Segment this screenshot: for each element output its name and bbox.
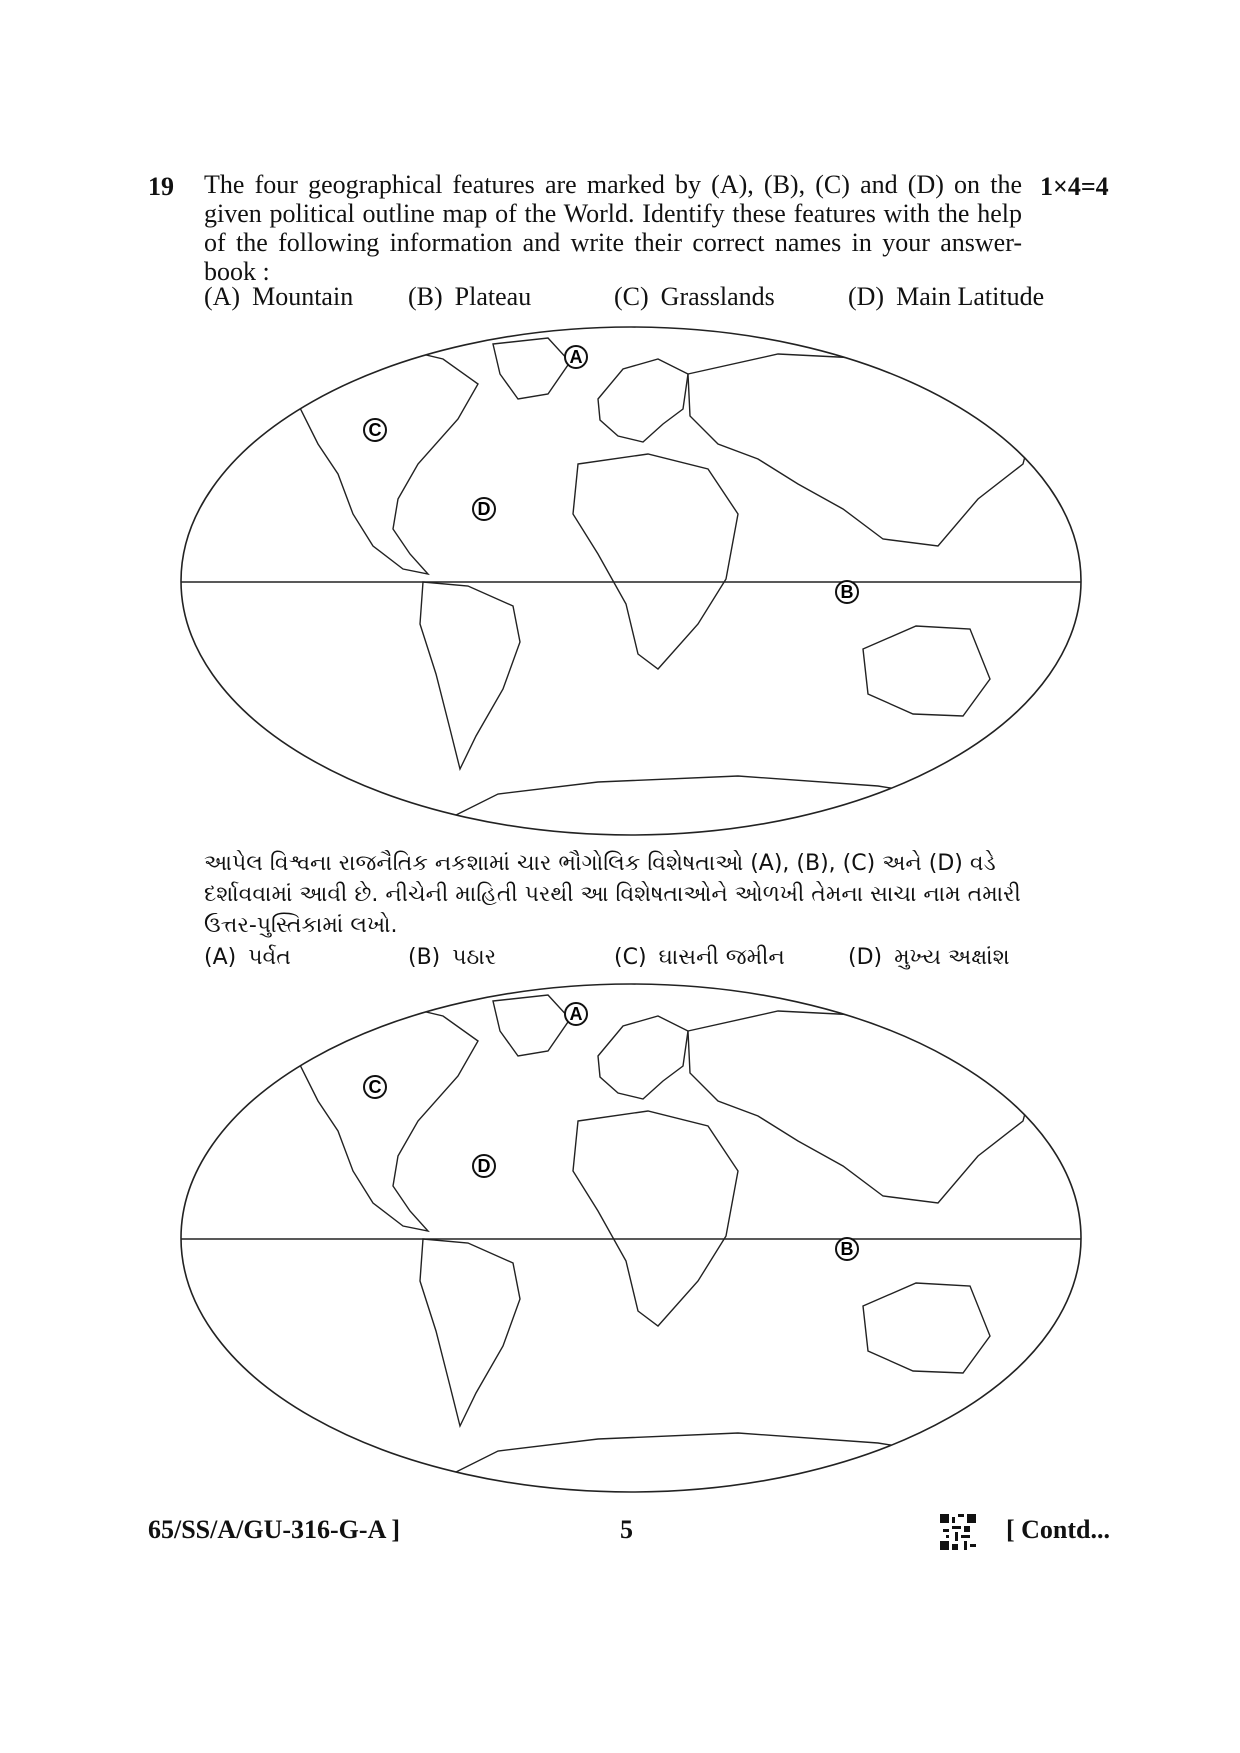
- marker-c: C: [368, 1077, 382, 1097]
- antarctica: [428, 1433, 1038, 1486]
- marker-b: B: [840, 582, 854, 602]
- antarctica: [428, 776, 1038, 829]
- marker-a: A: [569, 347, 583, 367]
- greenland: [493, 995, 570, 1056]
- south-america: [420, 582, 520, 769]
- option-c-gu: (C) ઘાસની જમીન: [614, 945, 785, 970]
- option-b: (B) Plateau: [408, 282, 532, 311]
- europe: [598, 1016, 688, 1099]
- continents: [298, 338, 1038, 829]
- option-d: (D) Main Latitude: [848, 282, 1045, 311]
- marker-b: B: [840, 1239, 854, 1259]
- map-outline: [181, 327, 1081, 835]
- question-text-english: The four geographical features are marked by (A), (B), (C) and (D) on the given political outline map of the World. Identify these features with the help of the following information and write their correct names in your answer-book :: [204, 170, 1022, 286]
- europe: [598, 359, 688, 442]
- asia: [688, 1011, 1036, 1203]
- question-number: 19: [148, 172, 174, 201]
- option-a: (A) Mountain: [204, 282, 354, 311]
- marker-d: D: [477, 499, 491, 519]
- australia: [863, 626, 990, 716]
- south-america: [420, 1239, 520, 1426]
- asia: [688, 354, 1036, 546]
- north-america: [298, 1003, 478, 1231]
- paper-code: 65/SS/A/GU-316-G-A ]: [148, 1515, 401, 1544]
- option-c: (C) Grasslands: [614, 282, 775, 311]
- question-marks: 1×4=4: [1040, 172, 1109, 201]
- marker-a: A: [569, 1004, 583, 1024]
- question-text-gujarati: આપેલ વિશ્વના રાજનૈતિક નકશામાં ચાર ભૌગોલિક વિશેષતાઓ (A), (B), (C) અને (D) વડે દર્શાવવામાં આવી છે. નીચેની માહિતી પરથી આ વિશેષતાઓને ઓળખી તેમના સાચા નામ તમારી ઉત્તર-પુસ્તિકામાં લખો.: [204, 851, 1021, 938]
- world-map-2: [178, 981, 1084, 1495]
- option-b-gu: (B) પઠાર: [408, 945, 497, 970]
- north-america: [298, 346, 478, 574]
- world-map-1: [178, 324, 1084, 838]
- africa: [573, 1111, 738, 1326]
- page-number: 5: [620, 1515, 633, 1544]
- continued-label: [ Contd...: [1006, 1515, 1111, 1544]
- option-a-gu: (A) પર્વત: [204, 945, 291, 970]
- qr-code-icon: [940, 1514, 976, 1550]
- marker-c: C: [368, 420, 382, 440]
- map-outline: [181, 984, 1081, 1492]
- africa: [573, 454, 738, 669]
- marker-d: D: [477, 1156, 491, 1176]
- australia: [863, 1283, 990, 1373]
- option-d-gu: (D) મુખ્ય અક્ષાંશ: [848, 945, 1010, 970]
- continents: [298, 995, 1038, 1486]
- greenland: [493, 338, 570, 399]
